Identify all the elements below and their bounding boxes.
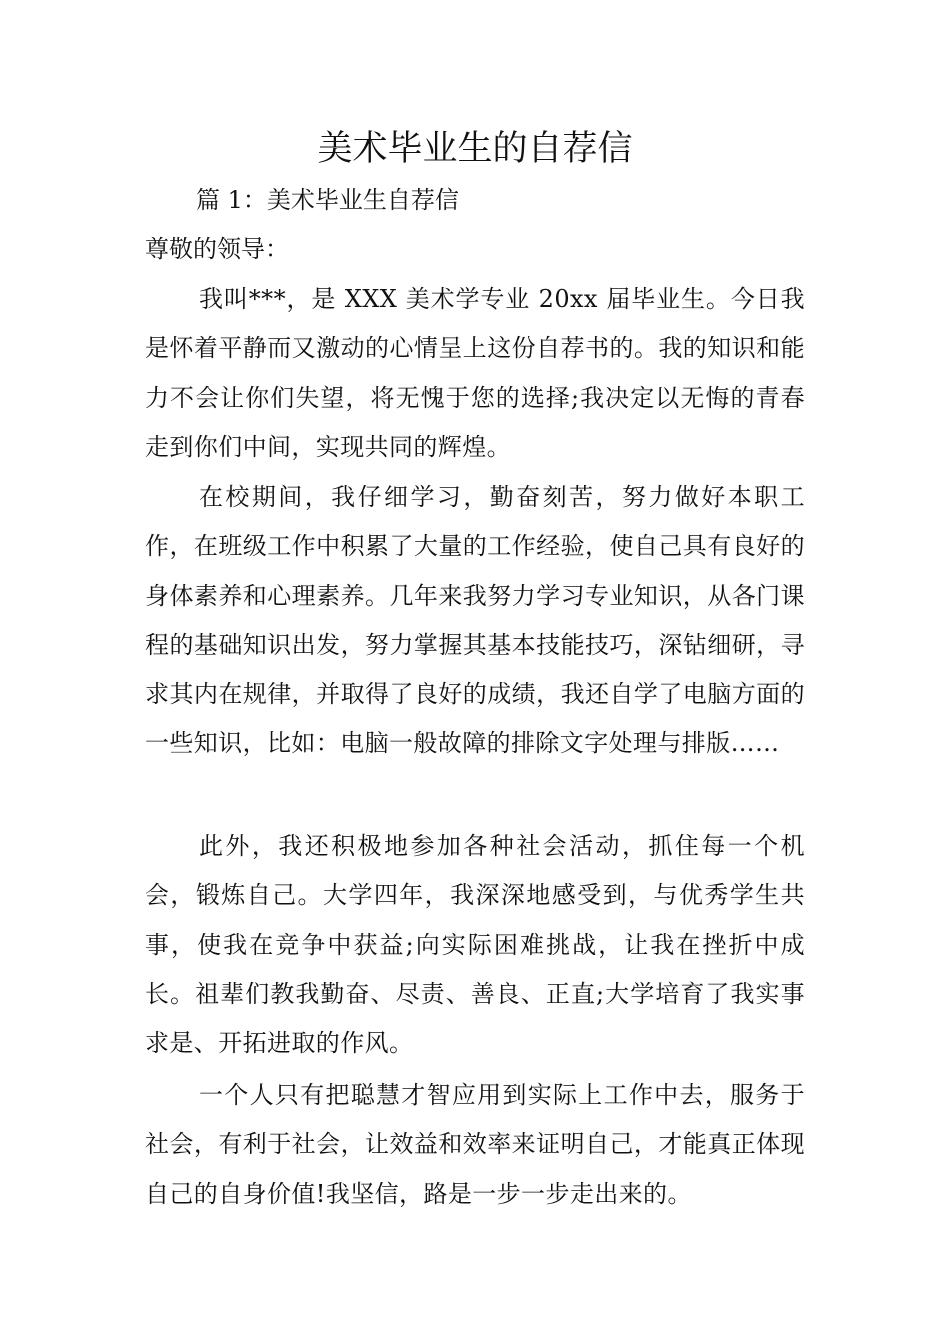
salutation: 尊敬的领导： (145, 235, 289, 263)
body-paragraph-2: 在校期间，我仔细学习，勤奋刻苦，努力做好本职工作，在班级工作中积累了大量的工作经验，使自己具有良好的身体素养和心理素养。几年来我努力学习专业知识，从各门课程的基础知识出发，努力掌握其基本技能技巧，深钻细研，寻求其内在规律，并取得了良好的成绩，我还自学了电脑方面的一些知识，比如：电脑一般故障的排除文字处理与排版…… (145, 483, 805, 758)
document-subtitle: 篇 1：美术毕业生自荐信 (196, 186, 459, 214)
document-title: 美术毕业生的自荐信 (317, 129, 633, 169)
body-paragraph-4: 一个人只有把聪慧才智应用到实际上工作中去，服务于社会，有利于社会，让效益和效率来证明自己，才能真正体现自己的自身价值!我坚信，路是一步一步走出来的。 (145, 1081, 805, 1208)
body-paragraph-3: 此外，我还积极地参加各种社会活动，抓住每一个机会，锻炼自己。大学四年，我深深地感受到，与优秀学生共事，使我在竞争中获益;向实际困难挑战，让我在挫折中成长。祖辈们教我勤奋、尽责、善良、正直;大学培育了我实事求是、开拓进取的作风。 (145, 832, 805, 1058)
body-paragraph-1: 我叫***，是 XXX 美术学专业 20xx 届毕业生。今日我是怀着平静而又激动的心情呈上这份自荐书的。我的知识和能力不会让你们失望，将无愧于您的选择;我决定以无悔的青春走到你们中间，实现共同的辉煌。 (145, 285, 805, 461)
